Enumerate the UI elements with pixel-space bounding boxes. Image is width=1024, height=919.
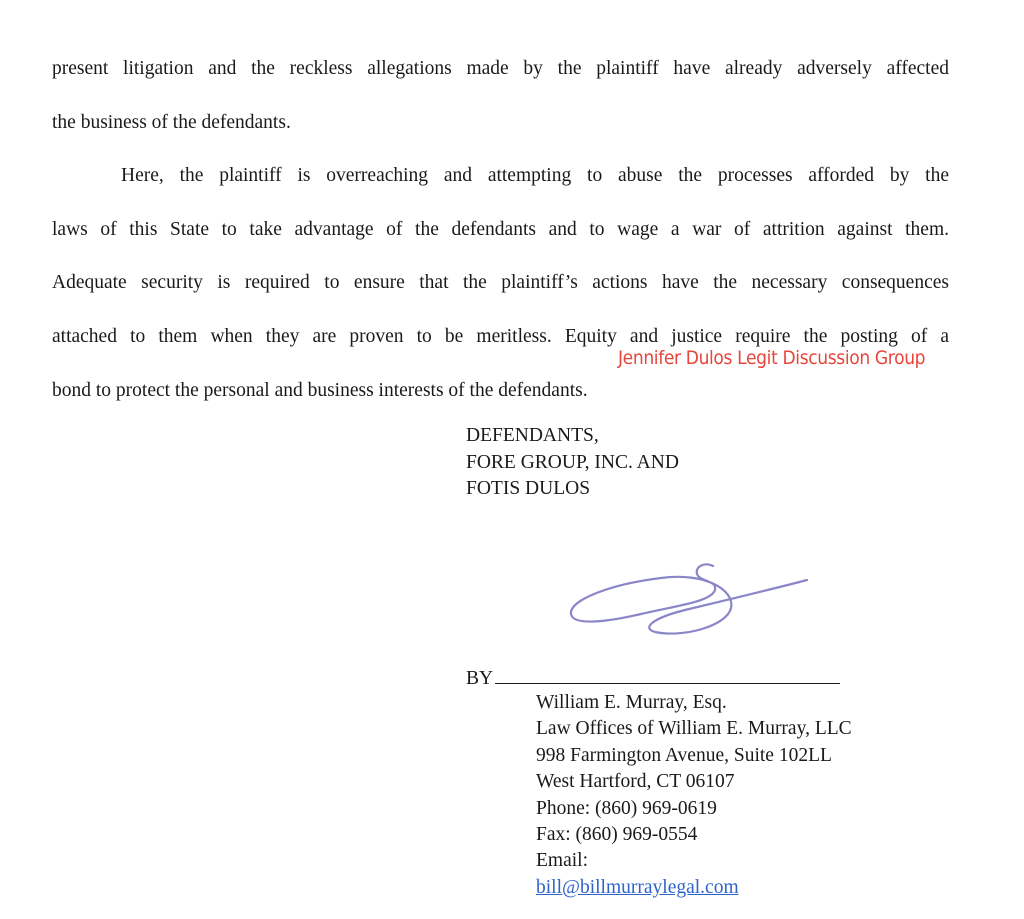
address-line: 998 Farmington Avenue, Suite 102LL [536, 744, 832, 766]
by-signature-line [466, 663, 840, 692]
handwritten-signature [545, 530, 865, 660]
paragraph-line: bond to protect the personal and business interests of the defendants. [52, 379, 588, 401]
fax-number: Fax: (860) 969-0554 [536, 824, 698, 846]
paragraph-line: present litigation and the reckless allegations made by the plaintiff have already adversely affected [52, 58, 949, 79]
email-label: Email: [536, 850, 588, 872]
law-firm: Law Offices of William E. Murray, LLC [536, 718, 852, 740]
phone-number: Phone: (860) 969-0619 [536, 797, 717, 819]
party-line: FORE GROUP, INC. AND [466, 451, 679, 473]
attorney-name: William E. Murray, Esq. [536, 692, 727, 713]
defendants-block [466, 423, 679, 503]
address-line: West Hartford, CT 06107 [536, 771, 735, 793]
paragraph-line: Adequate security is required to ensure that the plaintiff’s actions have the necessary consequences [52, 272, 949, 294]
attorney-contact-block [536, 690, 852, 901]
email-link[interactable]: bill@billmurraylegal.com [536, 876, 739, 898]
party-line: FOTIS DULOS [466, 478, 591, 499]
paragraph-line: attached to them when they are proven to be meritless. Equity and justice require the posting of a [52, 325, 949, 347]
by-label: BY [466, 668, 494, 689]
party-line: DEFENDANTS, [466, 425, 599, 446]
paragraph-line: laws of this State to take advantage of the defendants and to wage a war of attrition against them. [52, 218, 949, 240]
signature-stroke [571, 564, 807, 633]
signature-underline [495, 663, 840, 684]
watermark-text: Jennifer Dulos Legit Discussion Group [618, 347, 926, 369]
paragraph-line: Here, the plaintiff is overreaching and attempting to abuse the processes afforded by the [121, 165, 949, 187]
paragraph-line: the business of the defendants. [52, 111, 291, 133]
email-line [536, 848, 852, 901]
